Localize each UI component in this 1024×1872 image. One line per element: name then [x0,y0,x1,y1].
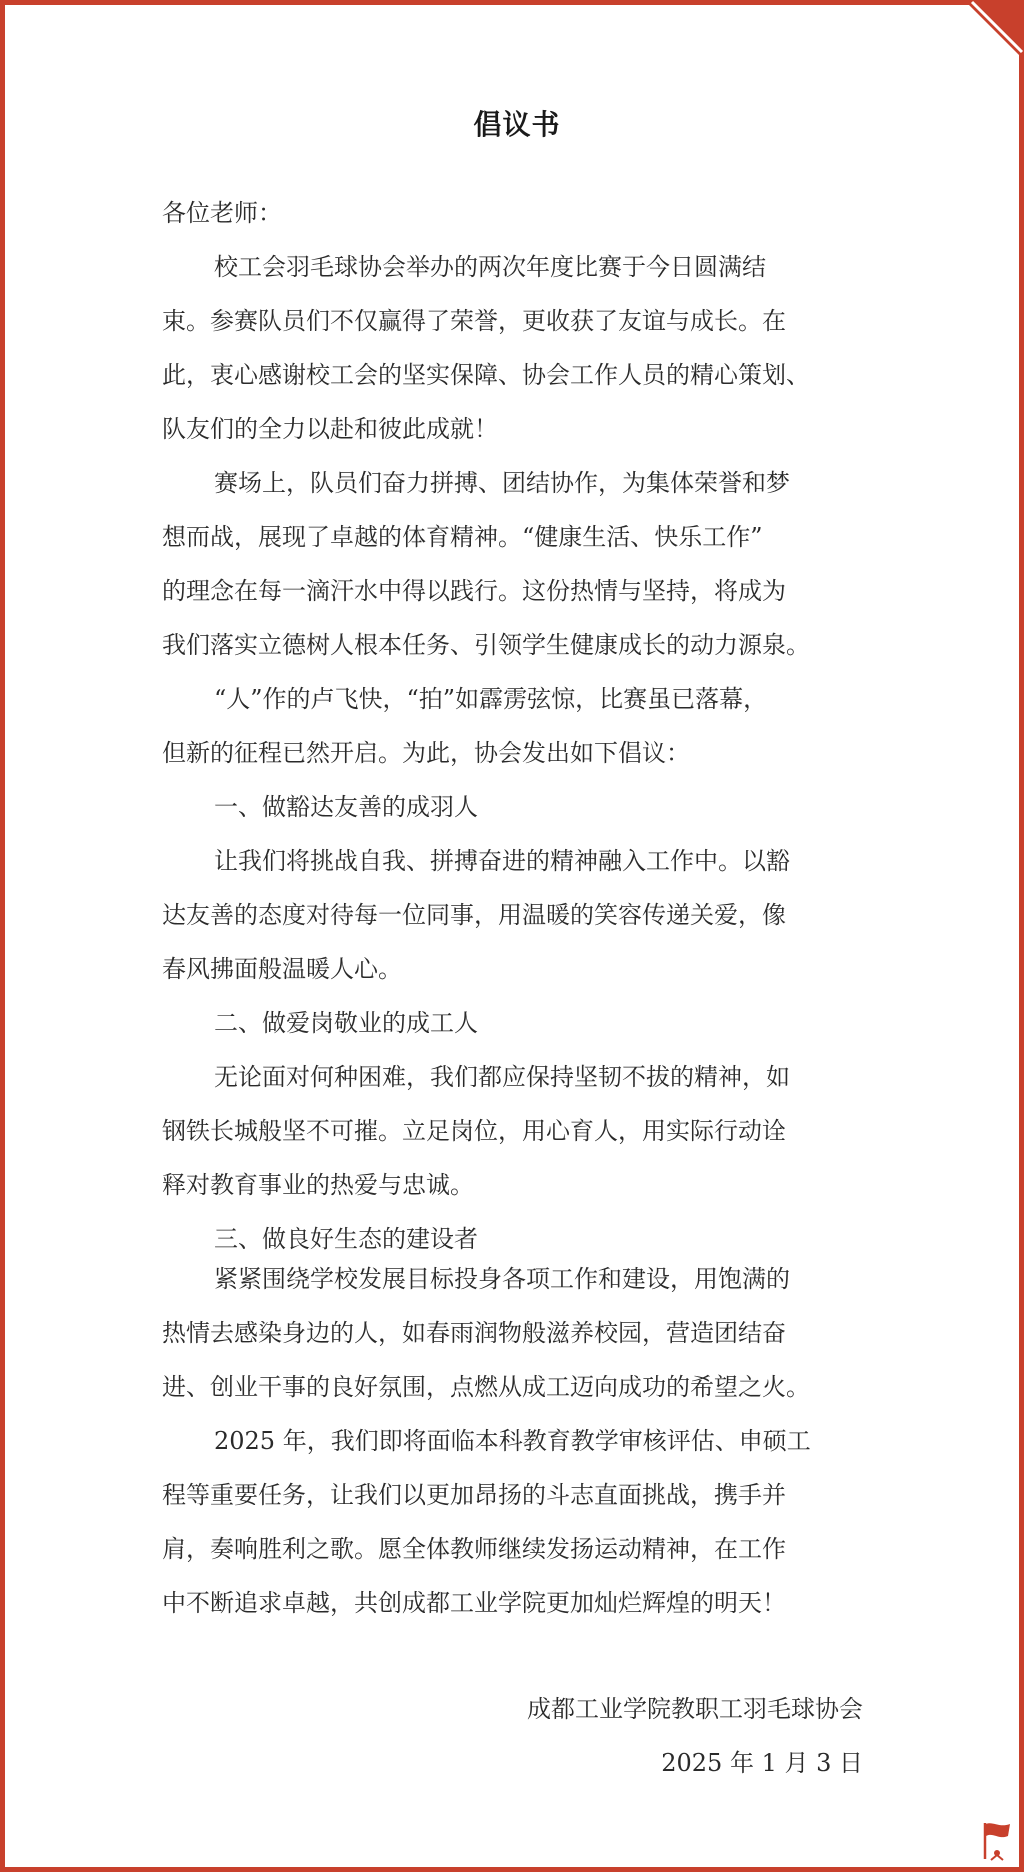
salutation: 各位老师： [162,199,282,227]
paragraph-line: 程等重要任务，让我们以更加昂扬的斗志直面挑战，携手并 [162,1481,786,1509]
paragraph-line: 队友们的全力以赴和彼此成就！ [162,415,498,443]
paragraph-line: 赛场上，队员们奋力拼搏、团结协作，为集体荣誉和梦 [214,469,790,497]
signature-date: 2025 年 1 月 3 日 [661,1749,863,1777]
signature-organization: 成都工业学院教职工羽毛球协会 [527,1695,863,1723]
paragraph-line: “人”作的卢飞快，“拍”如霹雳弦惊，比赛虽已落幕， [214,685,768,713]
paragraph-line: 2025 年，我们即将面临本科教育教学审核评估、申硕工 [214,1427,811,1455]
paragraph-line: 让我们将挑战自我、拼搏奋进的精神融入工作中。以豁 [214,847,790,875]
paragraph-line: 春风拂面般温暖人心。 [162,955,402,983]
paragraph-line: 释对教育事业的热爱与忠诚。 [162,1171,474,1199]
section-heading: 三、做良好生态的建设者 [214,1225,478,1253]
paragraph-line: 肩，奏响胜利之歌。愿全体教师继续发扬运动精神，在工作 [162,1535,786,1563]
paragraph-line: 此，衷心感谢校工会的坚实保障、协会工作人员的精心策划、 [162,361,810,389]
paragraph-line: 中不断追求卓越，共创成都工业学院更加灿烂辉煌的明天！ [162,1589,786,1617]
red-flag-icon [977,1819,1013,1861]
section-heading: 二、做爱岗敬业的成工人 [214,1009,478,1037]
paragraph-line: 进、创业干事的良好氛围，点燃从成工迈向成功的希望之火。 [162,1373,810,1401]
paragraph-line: 校工会羽毛球协会举办的两次年度比赛于今日圆满结 [214,253,766,281]
paragraph-line: 紧紧围绕学校发展目标投身各项工作和建设，用饱满的 [214,1265,790,1293]
paragraph-line: 想而战，展现了卓越的体育精神。“健康生活、快乐工作” [162,523,763,551]
document-title: 倡议书 [473,108,561,141]
paragraph-line: 达友善的态度对待每一位同事，用温暖的笑容传递关爱，像 [162,901,786,929]
paragraph-line: 束。参赛队员们不仅赢得了荣誉，更收获了友谊与成长。在 [162,307,786,335]
paragraph-line: 我们落实立德树人根本任务、引领学生健康成长的动力源泉。 [162,631,810,659]
page-corner-icon [964,0,1024,60]
paragraph-line: 的理念在每一滴汗水中得以践行。这份热情与坚持，将成为 [162,577,786,605]
section-heading: 一、做豁达友善的成羽人 [214,793,478,821]
paragraph-line: 无论面对何种困难，我们都应保持坚韧不拔的精神，如 [214,1063,790,1091]
paragraph-line: 但新的征程已然开启。为此，协会发出如下倡议： [162,739,690,767]
paragraph-line: 热情去感染身边的人，如春雨润物般滋养校园，营造团结奋 [162,1319,786,1347]
paragraph-line: 钢铁长城般坚不可摧。立足岗位，用心育人，用实际行动诠 [162,1117,786,1145]
